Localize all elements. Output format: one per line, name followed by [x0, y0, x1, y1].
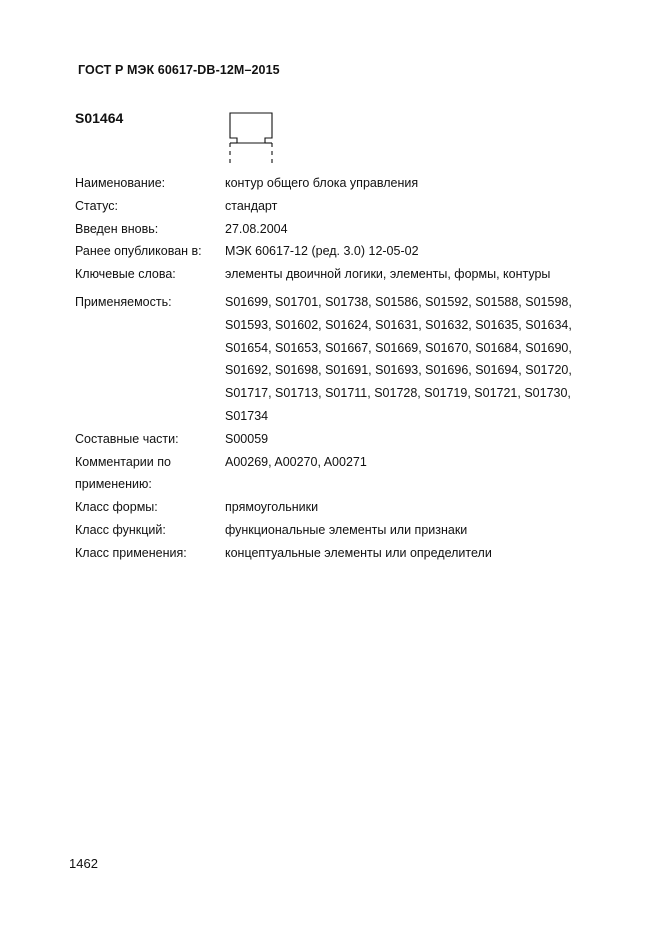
property-value: S01699, S01701, S01738, S01586, S01592, S01588, S01598, S01593, S01602, S01624, S01631, S01632, S01635, S01634, S01654, S01653, S01667, S01669, S01670, S01684, S01690, S01692, S01698, S01691, S01693, S01696, S01694, S01720, S01717, S01713, S01711, S01728, S01719, S01721, S01730, S01734 [225, 294, 572, 423]
property-value: стандарт [225, 198, 278, 213]
property-label: Ранее опубликован в: [75, 244, 202, 259]
symbol-drawing [226, 110, 278, 170]
page-number: 1462 [69, 856, 98, 871]
property-label: Класс применения: [75, 545, 187, 560]
property-row-status [75, 195, 615, 218]
property-label: Комментарии по применению: [75, 454, 171, 492]
property-value: элементы двоичной логики, элементы, формы, контуры [225, 267, 551, 282]
control-block-outline-icon [226, 110, 278, 170]
symbol-properties [75, 172, 615, 565]
property-label: Применяемость: [75, 294, 172, 309]
property-row-keywords [75, 263, 615, 286]
property-value: прямоугольники [225, 500, 319, 515]
property-label: Наименование: [75, 176, 166, 190]
property-row-introduced [75, 218, 615, 241]
property-label: Класс функций: [75, 522, 166, 537]
property-value: A00269, A00270, A00271 [225, 454, 367, 469]
property-value: 27.08.2004 [225, 221, 288, 236]
property-value: контур общего блока управления [225, 176, 419, 190]
property-value: S00059 [225, 431, 269, 446]
property-row-application-class [75, 542, 615, 565]
property-row-function-class [75, 519, 615, 542]
property-label: Ключевые слова: [75, 267, 176, 282]
property-row-components [75, 428, 615, 451]
property-value: концептуальные элементы или определители [225, 545, 492, 560]
property-row-published [75, 240, 615, 263]
property-row-name [75, 172, 615, 195]
property-row-shape-class [75, 496, 615, 519]
property-row-applicability [75, 291, 615, 428]
symbol-code: S01464 [75, 110, 124, 126]
document-header: ГОСТ Р МЭК 60617-DB-12M–2015 [78, 63, 280, 77]
property-label: Класс формы: [75, 500, 158, 515]
property-value: МЭК 60617-12 (ред. 3.0) 12-05-02 [225, 244, 419, 259]
property-label: Введен вновь: [75, 221, 159, 236]
property-row-comments [75, 451, 615, 497]
property-value: функциональные элементы или признаки [225, 522, 468, 537]
property-label: Статус: [75, 198, 118, 213]
property-label: Составные части: [75, 431, 179, 446]
